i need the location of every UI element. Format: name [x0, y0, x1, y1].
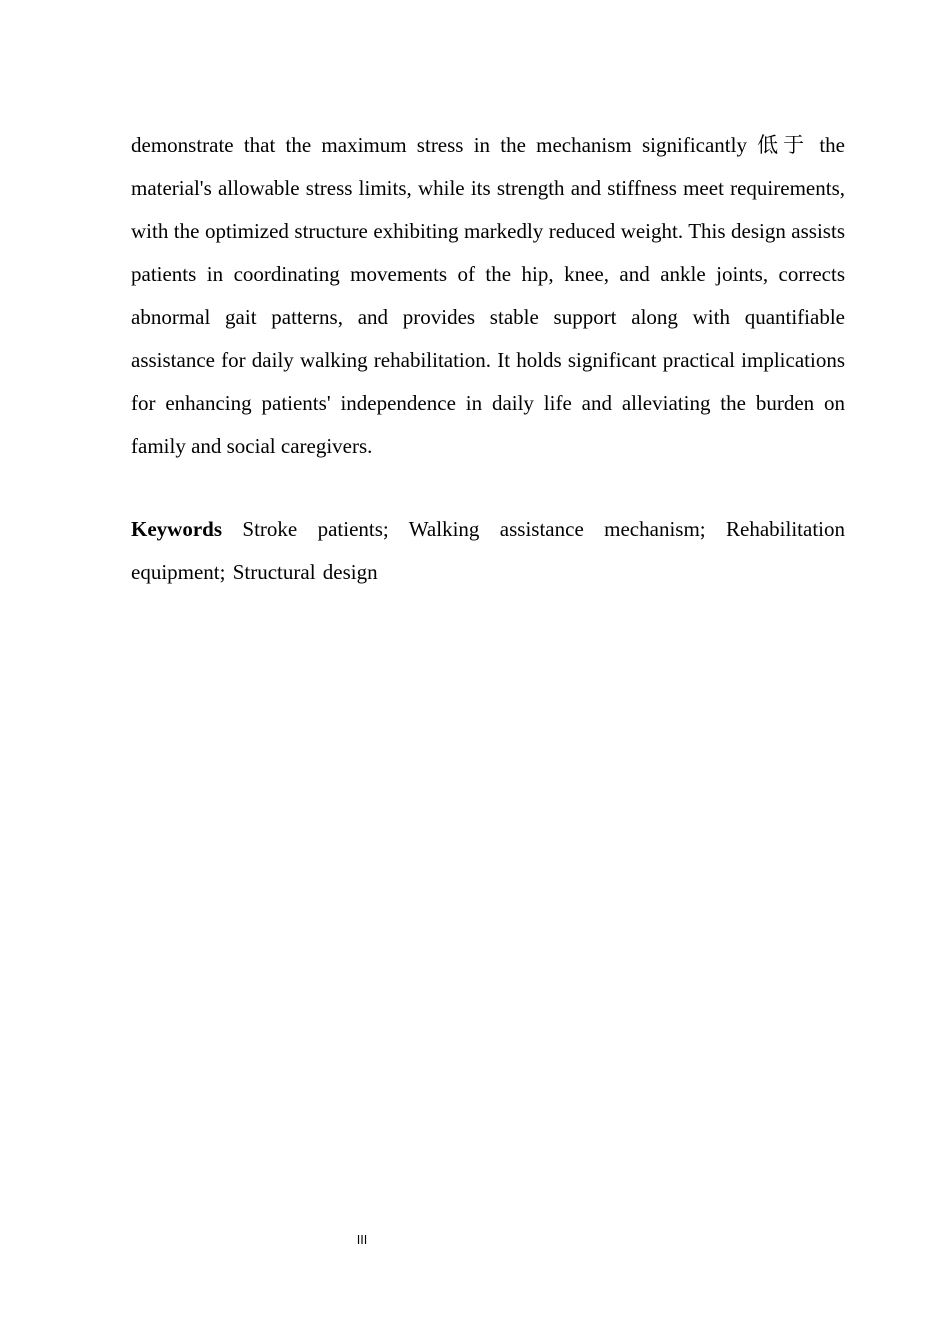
keywords-label: Keywords: [131, 517, 222, 541]
keywords-list: Stroke patients; Walking assistance mechanism; Rehabilitation equipment; Structural design: [131, 517, 845, 584]
page-number: III: [356, 1233, 368, 1247]
abstract-paragraph: demonstrate that the maximum stress in the mechanism significantly 低于 the material's allowable stress limits, while its strength and stiffness meet requirements, with the optimized structure exhibiting markedly reduced weight. This design assists patients in coordinating movements of the hip, knee, and ankle joints, corrects abnormal gait patterns, and provides stable support along with quantifiable assistance for daily walking rehabilitation. It holds significant practical implications for enhancing patients' independence in daily life and alleviating the burden on family and social caregivers.: [131, 133, 845, 458]
keywords-line: [131, 508, 845, 594]
